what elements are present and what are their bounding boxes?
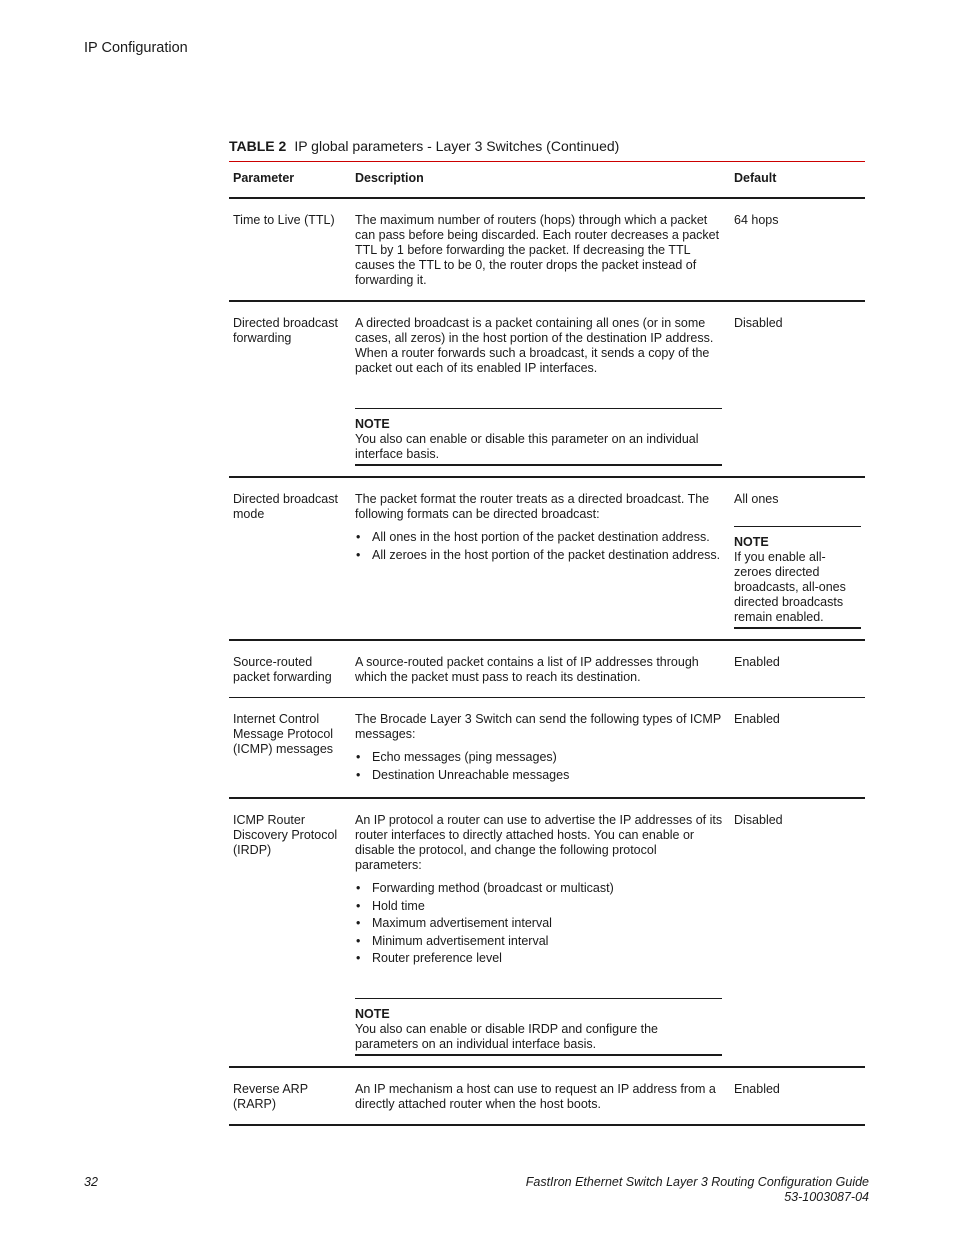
description-cell bbox=[351, 477, 730, 640]
note-text: If you enable all-zeroes directed broadcasts, all-ones directed broadcasts remain enabled. bbox=[734, 550, 846, 624]
bullet-list bbox=[355, 881, 726, 966]
parameter-cell: Internet Control Message Protocol (ICMP) messages bbox=[229, 698, 351, 799]
parameter-cell: Time to Live (TTL) bbox=[229, 198, 351, 301]
parameter-cell: Directed broadcast mode bbox=[229, 477, 351, 640]
description-cell bbox=[351, 301, 730, 477]
default-note-box bbox=[734, 526, 861, 629]
note-box bbox=[355, 998, 722, 1056]
table-row bbox=[229, 798, 865, 1067]
description-text: An IP protocol a router can use to advertise the IP addresses of its router interfaces to directly attached hosts. You can enable or disable the protocol, and change the following protocol parameters: bbox=[355, 813, 723, 872]
default-cell: Enabled bbox=[730, 640, 865, 698]
default-cell: 64 hops bbox=[730, 198, 865, 301]
table-caption-text: IP global parameters - Layer 3 Switches (Continued) bbox=[294, 138, 620, 154]
table-caption-label: TABLE 2 bbox=[229, 138, 287, 154]
parameter-cell: Reverse ARP (RARP) bbox=[229, 1067, 351, 1125]
parameter-cell: Directed broadcast forwarding bbox=[229, 301, 351, 477]
column-header-parameter: Parameter bbox=[229, 162, 351, 198]
bullet-list bbox=[355, 530, 726, 563]
description-cell bbox=[351, 798, 730, 1067]
default-cell: Enabled bbox=[730, 698, 865, 799]
description-text: A source-routed packet contains a list of IP addresses through which the packet must pass to reach its destination. bbox=[355, 655, 699, 684]
parameter-cell: ICMP Router Discovery Protocol (IRDP) bbox=[229, 798, 351, 1067]
list-item: • Forwarding method (broadcast or multicast) bbox=[355, 881, 726, 896]
footer-guide-info bbox=[526, 1175, 869, 1205]
description-cell bbox=[351, 198, 730, 301]
guide-title: FastIron Ethernet Switch Layer 3 Routing Configuration Guide bbox=[525, 1175, 869, 1189]
section-header-title: IP Configuration bbox=[84, 40, 188, 56]
table-row bbox=[229, 198, 865, 301]
note-label: NOTE bbox=[734, 535, 769, 549]
parameters-table bbox=[229, 162, 865, 1126]
list-item: • Maximum advertisement interval bbox=[355, 916, 726, 931]
list-item: • Echo messages (ping messages) bbox=[355, 750, 726, 765]
table-caption bbox=[229, 138, 619, 154]
table-header-row bbox=[229, 162, 865, 198]
table-row bbox=[229, 301, 865, 477]
list-item: • All ones in the host portion of the packet destination address. bbox=[355, 530, 726, 545]
list-item: • Hold time bbox=[355, 899, 726, 914]
table-row bbox=[229, 477, 865, 640]
note-box bbox=[355, 408, 722, 466]
column-header-default: Default bbox=[730, 162, 865, 198]
default-cell: Disabled bbox=[730, 301, 865, 477]
list-item: • Router preference level bbox=[355, 951, 726, 966]
table-row bbox=[229, 640, 865, 698]
list-item: • Minimum advertisement interval bbox=[355, 934, 726, 949]
table-row bbox=[229, 1067, 865, 1125]
note-text: You also can enable or disable IRDP and configure the parameters on an individual interface basis. bbox=[355, 1022, 658, 1051]
description-text: A directed broadcast is a packet containing all ones (or in some cases, all zeros) in the host portion of the destination IP address. When a router forwards such a broadcast, it sends a copy of the packet out each of its enabled IP interfaces. bbox=[355, 316, 714, 375]
note-label: NOTE bbox=[355, 1007, 390, 1021]
description-cell bbox=[351, 698, 730, 799]
description-cell bbox=[351, 640, 730, 698]
default-cell: Enabled bbox=[730, 1067, 865, 1125]
description-text: The Brocade Layer 3 Switch can send the following types of ICMP messages: bbox=[355, 712, 721, 741]
column-header-description: Description bbox=[351, 162, 730, 198]
description-text: The packet format the router treats as a directed broadcast. The following formats can be directed broadcast: bbox=[355, 492, 710, 521]
default-cell bbox=[730, 477, 865, 640]
note-text: You also can enable or disable this parameter on an individual interface basis. bbox=[355, 432, 699, 461]
page-number: 32 bbox=[84, 1175, 98, 1189]
bullet-list bbox=[355, 750, 726, 783]
description-text: An IP mechanism a host can use to request an IP address from a directly attached router when the host boots. bbox=[355, 1082, 716, 1111]
default-cell: Disabled bbox=[730, 798, 865, 1067]
doc-number: 53-1003087-04 bbox=[784, 1190, 869, 1204]
list-item: • All zeroes in the host portion of the packet destination address. bbox=[355, 548, 726, 563]
description-cell bbox=[351, 1067, 730, 1125]
table-row bbox=[229, 698, 865, 799]
note-label: NOTE bbox=[355, 417, 390, 431]
parameter-cell: Source-routed packet forwarding bbox=[229, 640, 351, 698]
default-value: All ones bbox=[734, 492, 779, 506]
list-item: • Destination Unreachable messages bbox=[355, 768, 726, 783]
description-text: The maximum number of routers (hops) through which a packet can pass before being discarded. Each router decreases a packet TTL by 1 before forwarding the packet. If decreasing the TTL causes the TTL to be 0, the router drops the packet instead of forwarding it. bbox=[355, 213, 720, 287]
